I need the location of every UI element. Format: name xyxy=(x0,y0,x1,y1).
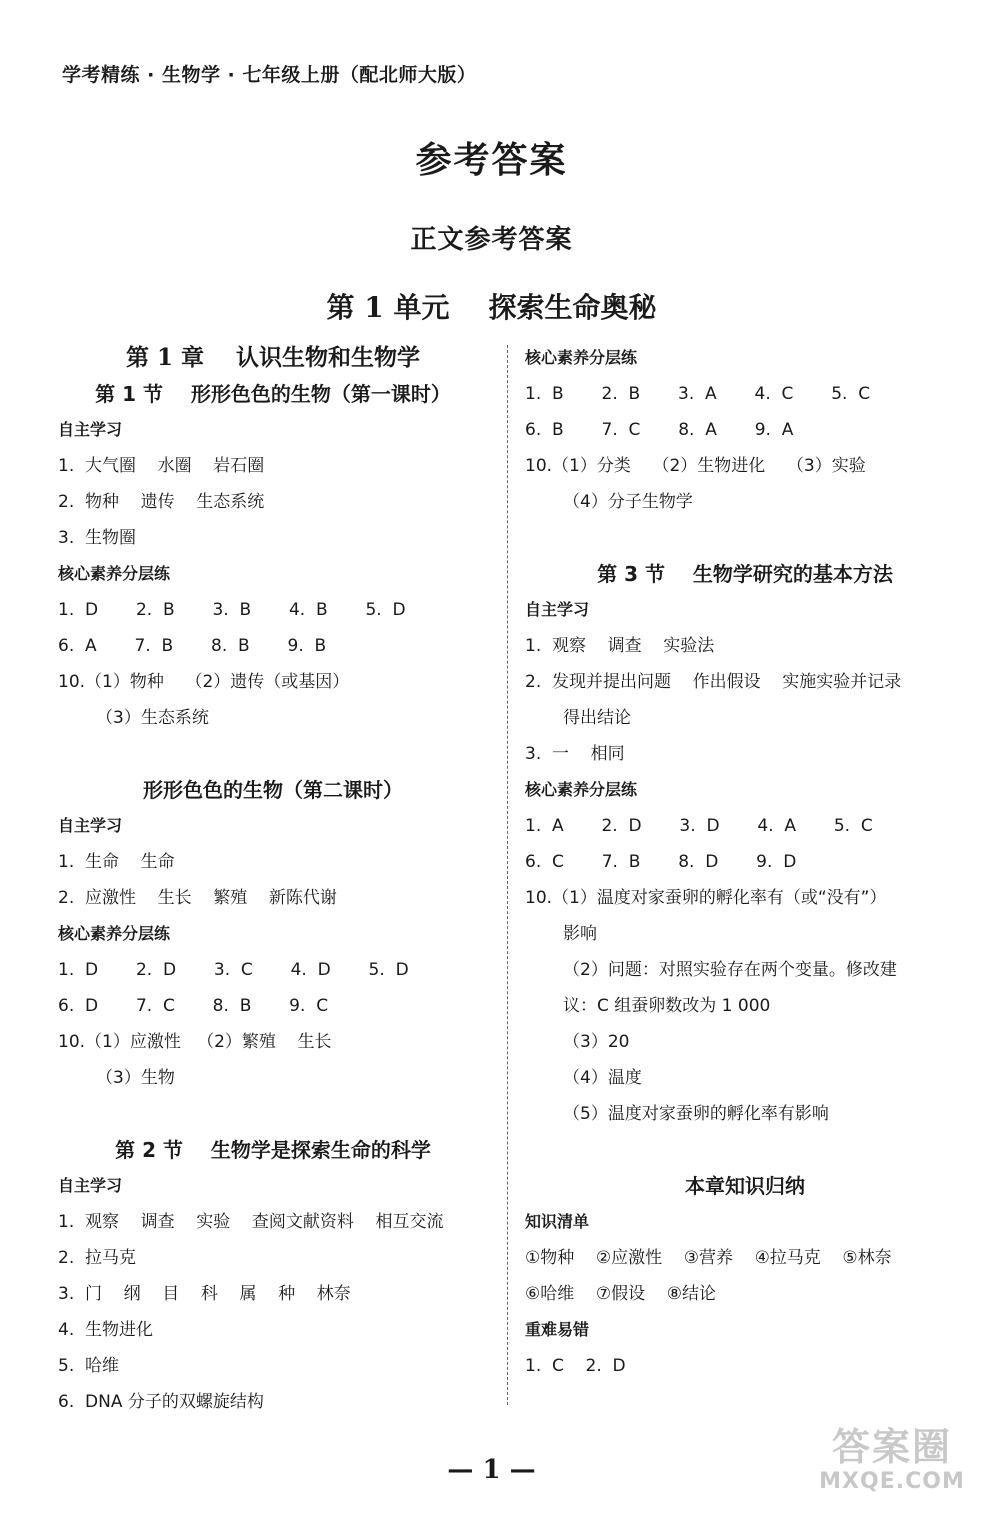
chapter-heading: 第 1 章 认识生物和生物学 xyxy=(125,344,421,371)
watermark-text: 答案圈 xyxy=(831,1425,952,1469)
page-subtitle: 正文参考答案 xyxy=(410,225,573,255)
answer-line: 10.（1）物种 （2）遗传（或基因） xyxy=(58,672,350,692)
answer-line: （5）温度对家蚕卵的孵化率有影响 xyxy=(563,1104,829,1124)
section-heading: 第 3 节 生物学研究的基本方法 xyxy=(597,562,893,586)
answer-line: （3）生态系统 xyxy=(96,708,209,728)
book-header: 学考精练 · 生物学 · 七年级上册（配北师大版） xyxy=(62,64,477,86)
section-label: 知识清单 xyxy=(525,1212,590,1231)
section-label: 自主学习 xyxy=(525,600,590,619)
answer-line: 4. 生物进化 xyxy=(58,1320,154,1340)
answer-line: ①物种 ②应激性 ③营养 ④拉马克 ⑤林奈 xyxy=(525,1248,892,1268)
answer-line: 10.（1）温度对家蚕卵的孵化率有（或“没有”） xyxy=(525,888,887,908)
answer-line: 6. C 7. B 8. D 9. D xyxy=(525,852,797,872)
watermark-url: MXQE.COM xyxy=(819,1469,965,1494)
left-column xyxy=(58,340,488,1420)
answer-line: 1. D 2. D 3. C 4. D 5. D xyxy=(58,960,409,980)
section-label: 核心素养分层练 xyxy=(525,780,638,799)
answer-line: 3. 门 纲 目 科 属 种 林奈 xyxy=(58,1284,351,1304)
section-label: 核心素养分层练 xyxy=(58,564,171,583)
answer-line: 1. C 2. D xyxy=(525,1356,626,1376)
answer-line: 得出结论 xyxy=(563,708,631,728)
section-label: 重难易错 xyxy=(525,1320,590,1339)
section-heading: 第 1 节 形形色色的生物（第一课时） xyxy=(95,382,451,406)
answer-line: 3. 一 相同 xyxy=(525,744,625,764)
answer-line: 6. A 7. B 8. B 9. B xyxy=(58,636,327,656)
answer-line: 1. A 2. D 3. D 4. A 5. C xyxy=(525,816,873,836)
column-divider xyxy=(507,345,508,1405)
section-heading: 形形色色的生物（第二课时） xyxy=(143,778,403,802)
unit-heading: 第 1 单元 探索生命奥秘 xyxy=(326,291,657,324)
answer-line: 1. 生命 生命 xyxy=(58,852,175,872)
answer-line: 6. DNA 分子的双螺旋结构 xyxy=(58,1392,264,1412)
answer-line: 3. 生物圈 xyxy=(58,528,137,548)
answer-line: 1. 观察 调查 实验 查阅文献资料 相互交流 xyxy=(58,1212,444,1232)
answer-line: 2. 拉马克 xyxy=(58,1248,137,1268)
page-title: 参考答案 xyxy=(415,139,568,181)
answer-line: 议：C 组蚕卵数改为 1 000 xyxy=(563,996,771,1016)
answer-line: 2. 发现并提出问题 作出假设 实施实验并记录 xyxy=(525,672,902,692)
answer-line: 5. 哈维 xyxy=(58,1356,120,1376)
section-heading: 第 2 节 生物学是探索生命的科学 xyxy=(115,1138,431,1162)
answer-line: （2）问题：对照实验存在两个变量。修改建 xyxy=(563,960,897,980)
answer-line: 1. 观察 调查 实验法 xyxy=(525,636,715,656)
answer-line: （3）20 xyxy=(563,1032,630,1052)
section-label: 自主学习 xyxy=(58,420,123,439)
section-label: 核心素养分层练 xyxy=(525,348,638,367)
answer-line: 1. D 2. B 3. B 4. B 5. D xyxy=(58,600,406,620)
answer-line: 2. 应激性 生长 繁殖 新陈代谢 xyxy=(58,888,337,908)
answer-line: （4）温度 xyxy=(563,1068,642,1088)
page-number: — 1 — xyxy=(447,1455,536,1485)
answer-line: （4）分子生物学 xyxy=(563,492,693,512)
right-column xyxy=(525,340,965,1384)
answer-line: 2. 物种 遗传 生态系统 xyxy=(58,492,265,512)
section-heading: 本章知识归纳 xyxy=(685,1174,805,1198)
watermark-logo xyxy=(812,1425,972,1495)
section-label: 自主学习 xyxy=(58,816,123,835)
answer-line: 10.（1）分类 （2）生物进化 （3）实验 xyxy=(525,456,866,476)
answer-line: ⑥哈维 ⑦假设 ⑧结论 xyxy=(525,1284,716,1304)
answer-line: 影响 xyxy=(563,924,597,944)
section-label: 核心素养分层练 xyxy=(58,924,171,943)
section-label: 自主学习 xyxy=(58,1176,123,1195)
answer-line: 6. B 7. C 8. A 9. A xyxy=(525,420,794,440)
answer-line: 1. 大气圈 水圈 岩石圈 xyxy=(58,456,265,476)
answer-line: 1. B 2. B 3. A 4. C 5. C xyxy=(525,384,871,404)
answer-line: 10.（1）应激性 （2）繁殖 生长 xyxy=(58,1032,332,1052)
answer-line: 6. D 7. C 8. B 9. C xyxy=(58,996,329,1016)
answer-line: （3）生物 xyxy=(96,1068,175,1088)
